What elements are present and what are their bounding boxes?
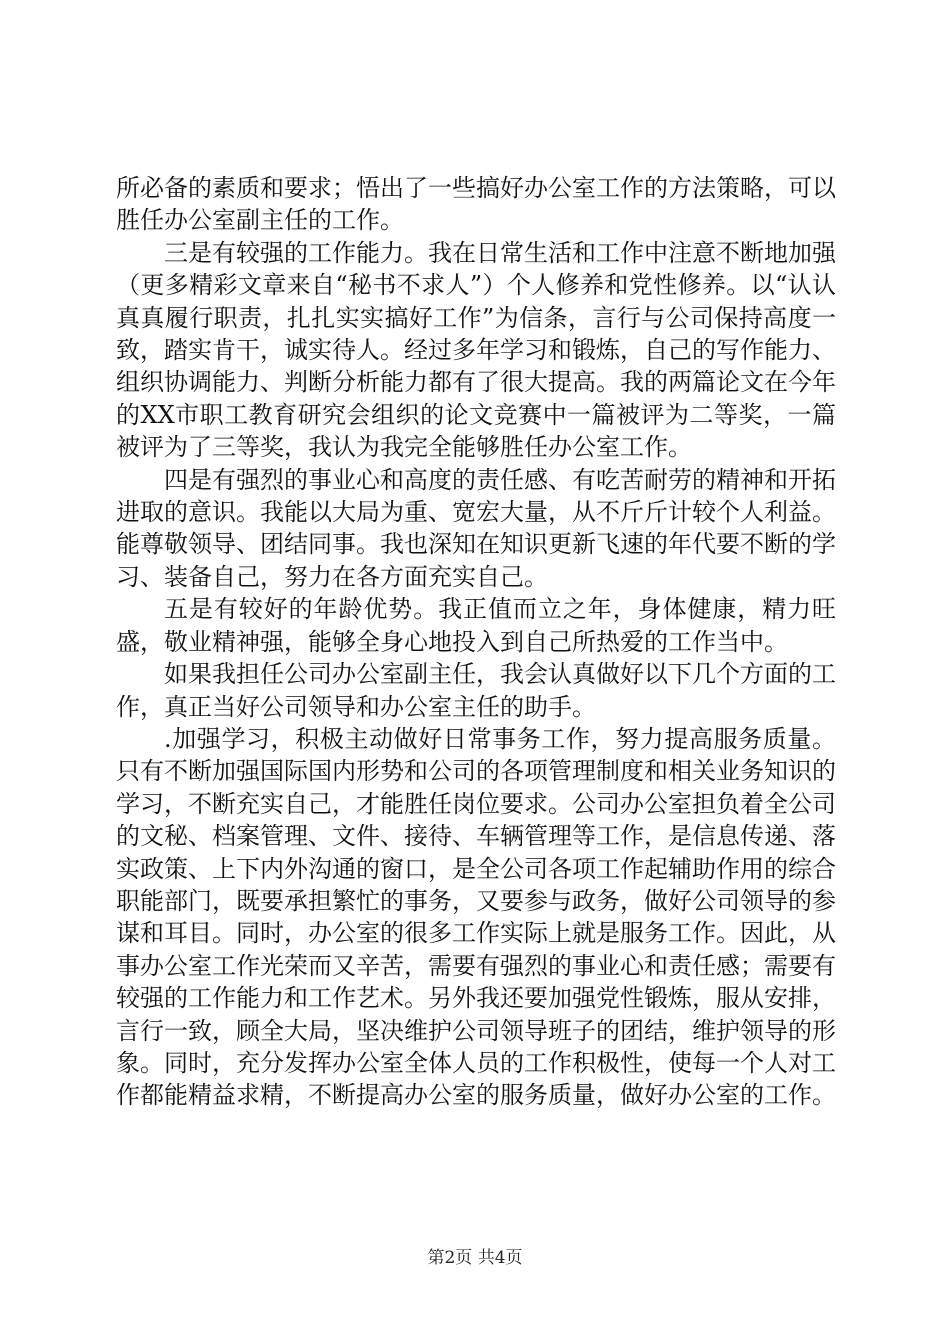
paragraph-work-ability: 三是有较强的工作能力。我在日常生活和工作中注意不断地加强（更多精彩文章来自“秘书不求人”）个人修养和党性修养。以“认认真真履行职责，扎扎实实搞好工作”为信条，言行与公司保持高度一致，踏实肯干，诚实待人。经过多年学习和锻炼，自己的写作能力、组织协调能力、判断分析能力都有了很大提高。我的两篇论文在今年的XX市职工教育研究会组织的论文竞赛中一篇被评为二等奖，一篇被评为了三等奖，我认为我完全能够胜任办公室工作。 [116,238,836,462]
paragraph-continued: 所必备的素质和要求；悟出了一些搞好办公室工作的方法策略，可以胜任办公室副主任的工作。 [116,174,836,235]
paragraph-strengthen-study: .加强学习，积极主动做好日常事务工作，努力提高服务质量。只有不断加强国际国内形势和公司的各项管理制度和相关业务知识的学习，不断充实自己，才能胜任岗位要求。公司办公室担负着全公司的文秘、档案管理、文件、接待、车辆管理等工作，是信息传递、落实政策、上下内外沟通的窗口，是全公司各项工作起辅助作用的综合职能部门，既要承担繁忙的事务，又要参与政务，做好公司领导的参谋和耳目。同时，办公室的很多工作实际上就是服务工作。因此，从事办公室工作光荣而又辛苦，需要有强烈的事业心和责任感；需要有较强的工作能力和工作艺术。另外我还要加强党性锻炼，服从安排，言行一致，顾全大局，坚决维护公司领导班子的团结，维护领导的形象。同时，充分发挥办公室全体人员的工作积极性，使每一个人对工作都能精益求精，不断提高办公室的服务质量，做好办公室的工作。 [116,724,836,1110]
paragraph-responsibility: 四是有强烈的事业心和高度的责任感、有吃苦耐劳的精神和开拓进取的意识。我能以大局为重、宽宏大量，从不斤斤计较个人利益。能尊敬领导、团结同事。我也深知在知识更新飞速的年代要不断的学习、装备自己，努力在各方面充实自己。 [116,465,836,591]
paragraph-age-advantage: 五是有较好的年龄优势。我正值而立之年，身体健康，精力旺盛，敬业精神强，能够全身心地投入到自己所热爱的工作当中。 [116,595,836,656]
paragraph-plan-intro: 如果我担任公司办公室副主任，我会认真做好以下几个方面的工作，真正当好公司领导和办公室主任的助手。 [116,660,836,721]
page-number-footer: 第2页 共4页 [427,1248,523,1268]
document-body [116,172,836,1112]
